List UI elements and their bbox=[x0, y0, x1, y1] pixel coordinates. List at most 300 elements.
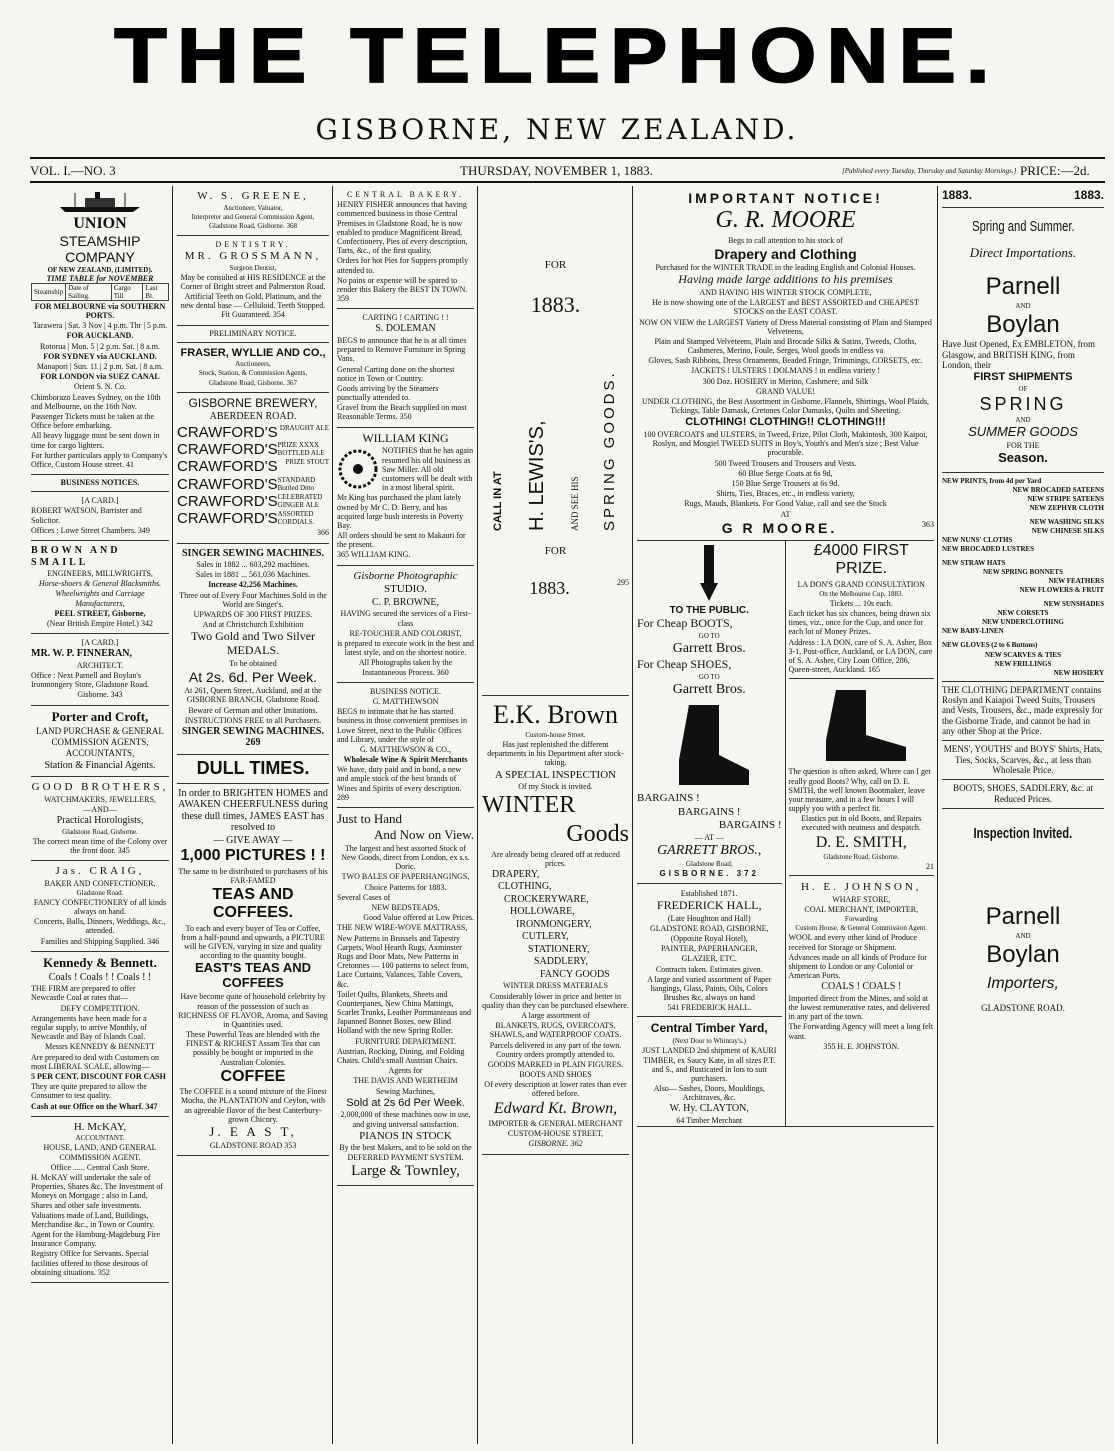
text: ENGINEERS, MILLWRIGHTS, bbox=[47, 569, 153, 579]
masthead-title: THE TELEPHONE. bbox=[114, 14, 1000, 98]
text: A SPECIAL INSPECTION bbox=[494, 768, 617, 781]
table-row: Rotorua | Mon. 5 | 2 p.m. Sat. | 8 a.m. bbox=[40, 341, 160, 351]
business-notices-heading: BUSINESS NOTICES. bbox=[31, 475, 169, 492]
text: ABERDEEN ROAD. bbox=[209, 411, 297, 423]
text: Gladstone Road, bbox=[685, 860, 733, 869]
text: Established 1871. bbox=[680, 888, 738, 898]
text: Also— Sashes, Doors, Mouldings, Architraves, &c. bbox=[653, 1084, 765, 1103]
text: WINTER bbox=[482, 792, 576, 819]
publication-note: [Published every Tuesday, Thursday and Saturday Mornings.] bbox=[842, 167, 1017, 175]
text: Sewing Machines, bbox=[375, 1086, 436, 1096]
gr-moore-ad bbox=[637, 186, 934, 541]
text: Artificial Teeth on Gold, Platinum, and the new dental base — Celluloid. Teeth Stopped. Fit Guaranteed. 354 bbox=[180, 292, 326, 320]
text: COFFEE bbox=[220, 1067, 286, 1085]
list-item: DRAPERY, bbox=[492, 868, 540, 880]
table-row: Tarawera | Sat. 3 Nov | 4 p.m. Thr | 5 p.m. bbox=[32, 321, 168, 331]
text: Importers, bbox=[986, 974, 1059, 992]
text: is prepared to execute work in the best and latest style, and on the shortest notice. bbox=[337, 639, 474, 658]
crawford-row bbox=[177, 510, 329, 527]
text: Wholesale Wine & Spirit Merchants bbox=[343, 755, 468, 765]
text: AT bbox=[780, 509, 791, 519]
text: Office ...... Central Cash Store. bbox=[50, 1162, 150, 1172]
text: J. E A S T, bbox=[209, 1123, 297, 1139]
text: G R MOORE. bbox=[721, 519, 838, 536]
text: 355 H. E. JOHNSTON. bbox=[823, 1041, 900, 1051]
crawford-label: CRAWFORD'S bbox=[177, 510, 278, 528]
text: Valuations made of Land, Buildings, Merchandise &c., in Town or Country. bbox=[31, 1210, 155, 1229]
issue-date: THURSDAY, NOVEMBER 1, 1883. bbox=[460, 163, 653, 178]
text: SPRING GOODS. bbox=[601, 370, 619, 531]
text: Drapery and Clothing bbox=[714, 245, 857, 262]
list-item: IRONMONGERY, bbox=[516, 918, 592, 930]
text: Forwarding bbox=[844, 915, 878, 924]
text: They are quite prepared to allow the Consumer to test quality. bbox=[31, 1082, 147, 1101]
boots-text: BOOTS, SHOES, SADDLERY, &c. at Reduced Prices. bbox=[942, 780, 1104, 809]
text: PIANOS IN STOCK bbox=[359, 1129, 452, 1142]
text: NOW ON VIEW the LARGEST Variety of Dress Material consisting of Plain and Stamped Velveteens, bbox=[639, 317, 932, 336]
text: The COFFEE is a sound mixture of the Finest Mocha, the PLANTATION and Ceylon, with an agreeable flavor of the best Canterbury-grown Chicory. bbox=[179, 1087, 327, 1124]
crawford-row bbox=[177, 424, 329, 441]
text: DRAUGHT ALE bbox=[279, 423, 329, 432]
text: COAL MERCHANT, IMPORTER, bbox=[804, 905, 919, 915]
text: JACKETS ! ULSTERS ! DOLMANS ! in endless variety ! bbox=[690, 366, 881, 376]
text: Parcels delivered in any part of the town. Country orders promptly attended to. bbox=[489, 1040, 622, 1059]
column-1 bbox=[28, 186, 172, 1444]
text: BEGS to announce that he is at all times prepared to Remove Furniture in Spring Vans. bbox=[337, 335, 467, 364]
text: GRAND VALUE! bbox=[755, 386, 816, 396]
text: CELEBRATED GINGER ALE bbox=[277, 492, 323, 509]
text: The same to be distributed to purchasers of his FAR-FAMED bbox=[178, 866, 328, 885]
text: Garrett Bros. bbox=[672, 641, 746, 657]
text: Just to Hand bbox=[337, 811, 402, 827]
particulars-note: For further particulars apply to Company's Office, Custom House street. 41 bbox=[31, 450, 168, 469]
text: S. DOLEMAN bbox=[375, 323, 436, 335]
list-item: FANCY GOODS bbox=[540, 968, 610, 980]
clothing-department-text: THE CLOTHING DEPARTMENT contains Roslyn and Kaiapoi Tweed Suits, Trousers and Vests, Trousers, &c., made expressly for the Gisborne Trade, and cannot be had in any other Shop at the Price. bbox=[942, 681, 1104, 742]
watson-ad bbox=[31, 492, 169, 541]
list-item: NEW CORSETS bbox=[997, 609, 1049, 618]
steamship-icon bbox=[55, 191, 145, 213]
th-cargo: Cargo Till bbox=[111, 283, 143, 300]
text: 366 bbox=[317, 528, 329, 538]
text: GO TO bbox=[698, 673, 720, 682]
right-subcolumn bbox=[786, 541, 935, 1126]
central-timber-ad bbox=[637, 1016, 782, 1125]
text: GISBORNE. 362 bbox=[528, 1139, 583, 1149]
text: 1883. bbox=[1073, 188, 1104, 202]
text: NOTIFIES that he has again resumed his old business as Saw Miller. All old customers will be dealt with in a most liberal spirit. bbox=[382, 446, 474, 493]
text: Each ticket has six chances, being drawn six times, viz., once for the Cup, and once for each lot of Money Prizes. bbox=[788, 609, 931, 637]
list-item: CROCKERYWARE, bbox=[504, 893, 589, 905]
text: Gladstone Road, Gisborne. 367 bbox=[208, 378, 298, 387]
text: WILLIAM KING bbox=[362, 430, 449, 445]
text: E.K. Brown bbox=[493, 700, 618, 729]
text: Advances made on all kinds of Produce for shipment to London or any Colonial or American Ports. bbox=[788, 952, 927, 981]
text: G. MATTHEWSON bbox=[372, 696, 439, 706]
de-smith-ad bbox=[789, 678, 935, 871]
list-item: NEW BABY-LINEN bbox=[942, 627, 1004, 636]
route-melbourne: FOR MELBOURNE via SOUTHERN PORTS. bbox=[34, 301, 166, 321]
list-item: NEW CHINESE SILKS bbox=[1031, 526, 1104, 535]
pointing-hand-icon bbox=[694, 543, 724, 603]
text: New Patterns in Brussels and Tapestry Carpets, Wool Hearth Rugs, Axminster Rugs and Door Mats, New Patterns in Cretonnes — 100 patterns to select from, Lace Curtains, Valances, Table Covers, &c. bbox=[337, 933, 469, 989]
greene-title: W. S. GREENE, bbox=[197, 190, 309, 202]
text: Begs to call attention to his stock of bbox=[728, 235, 843, 245]
east-tea-ad bbox=[177, 784, 329, 1156]
text: Address : LA DON, care of S. A. Asher, Box 3-1, Post-office, Auckland, or LA DON, care of S. A. Asher, City Loan Office, 286, Queen-street, Auckland. 165 bbox=[788, 637, 933, 675]
mckay-title: H. McKAY, bbox=[73, 1120, 127, 1133]
finneran-name: MR. W. P. FINNERAN, bbox=[31, 648, 133, 660]
text: Auctioneer, Valuator, bbox=[223, 203, 283, 212]
text: GLADSTONE ROAD, GISBORNE, bbox=[649, 923, 769, 933]
text: EAST'S TEAS AND COFFEES bbox=[194, 960, 311, 991]
list-item: NEW BROCADED SATEENS bbox=[1012, 485, 1104, 494]
kennedy-bennett-ad bbox=[31, 952, 169, 1117]
list-item: HOLLOWARE, bbox=[510, 906, 575, 918]
text: Has just replenished the different departments in his Department after stock-taking. bbox=[487, 739, 624, 768]
text: SPRING bbox=[979, 393, 1067, 414]
text: COMMISSION AGENTS, bbox=[51, 736, 149, 747]
crawford-row bbox=[177, 458, 329, 475]
lewis-spring-goods-ad bbox=[482, 186, 629, 696]
text: The Forwarding Agency will meet a long felt want. bbox=[788, 1022, 934, 1041]
text: Elastics put in old Boots, and Repairs executed with neatness and despatch. bbox=[801, 814, 922, 833]
list-item: CUTLERY, bbox=[522, 931, 569, 943]
text: Are prepared to deal with Customers on most LIBERAL SCALE, allowing— bbox=[31, 1052, 159, 1071]
column-6 bbox=[939, 186, 1107, 1444]
text: FURNITURE DEPARTMENT. bbox=[355, 1036, 456, 1046]
text: Sold at 2s 6d Per Week. bbox=[346, 1096, 465, 1109]
fraser-title: FRASER, WYLLIE AND CO., bbox=[180, 346, 326, 359]
list-item: NEW UNDERCLOTHING bbox=[982, 618, 1064, 627]
text: Gladstone Road. bbox=[76, 888, 124, 897]
text: TWO BALES OF PAPERHANGINGS, bbox=[341, 872, 470, 882]
text: 295 bbox=[617, 577, 629, 587]
text: DEFY COMPETITION. bbox=[60, 1003, 140, 1013]
text: Toilet Quilts, Blankets, Sheets and Counterpanes, New China Mattings, Scarlet Trunks, Leather Portmanteaus and Japanned Bonnet Boxes, new Blind Holland with the new Spring Roller. bbox=[337, 989, 471, 1036]
text: BLANKETS, RUGS, OVERCOATS, SHAWLS, and WATERPROOF COATS. bbox=[489, 1021, 622, 1040]
text: A large and varied assortment of Paper hangings, Glass, Paints, Oils, Colors Brushes &c, always on hand bbox=[647, 974, 772, 1003]
text: PRIZE STOUT bbox=[285, 458, 329, 467]
singer-ad bbox=[177, 544, 329, 755]
text: — AT — bbox=[694, 833, 724, 843]
text: RE-TOUCHER AND COLORIST, bbox=[349, 628, 462, 638]
text: IMPORTER & GENERAL MERCHANT bbox=[488, 1119, 623, 1129]
text: 150 Blue Serge Trousers at 6s 9d. bbox=[731, 478, 840, 488]
text: Shirts, Ties, Braces, etc., in endless variety, bbox=[716, 489, 855, 499]
text: GO TO bbox=[698, 632, 720, 641]
text: FIRST SHIPMENTS bbox=[973, 371, 1073, 384]
passenger-note: Passenger Tickets must be taken at the Office before embarking. bbox=[31, 411, 155, 431]
list-item: NEW SUNSHADES bbox=[1043, 600, 1104, 609]
text: Central Timber Yard, bbox=[650, 1021, 768, 1036]
text: BOOTS AND SHOES bbox=[519, 1070, 592, 1080]
list-item: NEW FLOWERS & FRUIT bbox=[1019, 586, 1104, 595]
good-brothers-ad bbox=[31, 777, 169, 861]
route-auckland: FOR AUCKLAND. bbox=[66, 331, 134, 341]
text: Rugs, Mauds, Blankets. For Good Value, call and see the Stock bbox=[684, 499, 887, 509]
text: SUMMER GOODS bbox=[968, 423, 1078, 439]
crawford-row bbox=[177, 493, 329, 510]
text: Gladstone Road, Gisborne. bbox=[62, 827, 138, 836]
text: The correct mean time of the Colony over the front door. 345 bbox=[32, 836, 168, 855]
text: Surgeon Dentist, bbox=[229, 263, 277, 272]
text: Choice Patterns for 1883. bbox=[364, 882, 447, 892]
text: COALS ! COALS ! bbox=[821, 981, 902, 993]
text: (Near British Empire Hotel.) 342 bbox=[47, 618, 153, 628]
text: Gladstone Road, Gisborne. 368 bbox=[208, 221, 298, 230]
text: H. McKAY will undertake the sale of Properties, Shares &c. The Investment of Moneys on Mortgage ; also in Land, Shares and other safe investments. bbox=[31, 1172, 164, 1210]
text: 64 Timber Merchant bbox=[676, 1115, 743, 1125]
crawford-row bbox=[177, 476, 329, 493]
text: A large assortment of bbox=[521, 1010, 590, 1020]
text: DENTISTRY. bbox=[215, 239, 291, 249]
chimborazo-note: Chimborazo Leaves Sydney, on the 10th and Melbourne, on the 16th Nov. bbox=[31, 392, 161, 411]
saw-blade-icon bbox=[337, 448, 379, 490]
crawford-label: CRAWFORD'S bbox=[177, 423, 278, 441]
text: The question is often asked, Where can I get really good Boots? Why, call on D. E. SMITH, the well known Bootmaker, leave your measure, and in a few hours I will supply you with a perfect fit. bbox=[788, 767, 931, 814]
th-steamship: Steamship bbox=[32, 283, 66, 300]
text: £4000 FIRST PRIZE. bbox=[813, 541, 909, 578]
text: LA DON'S GRAND CONSULTATION bbox=[797, 579, 925, 589]
text: All orders should be sent to Makauri for the present. bbox=[337, 531, 466, 550]
text: WINTER DRESS MATERIALS bbox=[503, 981, 608, 991]
list-item: NEW HOSIERY bbox=[1053, 668, 1104, 677]
ek-brown-ad bbox=[482, 696, 629, 1155]
text: BARGAINS ! bbox=[677, 805, 741, 818]
text: ACCOUNTANTS, bbox=[65, 748, 135, 759]
text: GISBORNE. 372 bbox=[659, 869, 759, 879]
text: AND SEE HIS bbox=[569, 476, 580, 531]
text: Cash at our Office on the Wharf. 347 bbox=[31, 1101, 158, 1111]
text: Station & Financial Agents. bbox=[44, 759, 156, 771]
preliminary-notice: PRELIMINARY NOTICE. bbox=[177, 326, 329, 343]
greene-ad bbox=[177, 186, 329, 236]
text: Gravel from the Beach supplied on most Reasonable Terms. 350 bbox=[337, 403, 467, 422]
text: Increase 42,256 Machines. bbox=[208, 580, 298, 590]
card-label: [A CARD.] bbox=[81, 638, 119, 648]
text: To each and every buyer of Tea or Coffee, from a half-pound and upwards, a PICTURE will be GIVEN, varying in size and quality according to the quantity bought. bbox=[181, 923, 325, 961]
list-item: NEW STRIPE SATEENS bbox=[1027, 494, 1104, 503]
text: Arrangements have been made for a regular supply, to arrive Monthly, of Newcastle and Bay of Islands Coal. bbox=[31, 1013, 148, 1042]
text: — GIVE AWAY — bbox=[213, 834, 293, 846]
text: SINGER SEWING MACHINES. 269 bbox=[182, 725, 324, 749]
text: GOODS MARKED in PLAIN FIGURES. bbox=[487, 1059, 624, 1069]
grossmann-title: MR. GROSSMANN, bbox=[184, 249, 322, 262]
craig-ad bbox=[31, 861, 169, 952]
text: FOR bbox=[544, 259, 567, 271]
column-5 bbox=[634, 186, 937, 1444]
text: Spring and Summer. bbox=[971, 217, 1075, 235]
text: H. LEWIS'S, bbox=[526, 420, 549, 531]
text: Direct Importations. bbox=[969, 245, 1077, 261]
text: Three out of Every Four Machines Sold in the World are Singer's. bbox=[179, 590, 327, 609]
split-section bbox=[637, 541, 934, 1127]
text: For Cheap BOOTS, bbox=[637, 616, 733, 631]
masthead-subtitle: GISBORNE, NEW ZEALAND. bbox=[315, 113, 799, 146]
text: Coals ! Coals ! ! Coals ! ! bbox=[48, 971, 152, 983]
text: GLADSTONE ROAD 353 bbox=[209, 1140, 297, 1150]
text: Office : Next Parnell and Boylan's Ironmongery Store, Gladstone Road. bbox=[31, 671, 149, 690]
orient-line: Orient S. N. Co. bbox=[74, 382, 126, 392]
list-item: NEW SCARVES & TIES bbox=[985, 650, 1061, 659]
text: GLAZIER, ETC. bbox=[681, 954, 737, 964]
dentistry-ad bbox=[177, 236, 329, 326]
text: PEEL STREET, Gisborne, bbox=[54, 608, 146, 618]
text: HENRY FISHER announces that having commenced business in those Central Premises in Gladstone Road, he is now enabled to produce Magnificent Bread, Confectionery, Pies of every description, Tarts, &c., of the first quality. bbox=[337, 200, 468, 256]
text: WOOL and every other kind of Produce received for Storage or Shipment. bbox=[788, 933, 918, 952]
text: At 2s. 6d. Per Week. bbox=[188, 669, 318, 686]
text: HAVING secured the services of a First-class bbox=[340, 609, 471, 628]
text: BAKER AND CONFECTIONER, bbox=[44, 878, 156, 888]
text: (Opposite Royal Hotel), bbox=[670, 933, 748, 943]
text: UNDER CLOTHING, the Best Assortment in Gisborne. Flannels, Shirtings, Wool Plaids, Tickings, Table Damask, Cretones Color Damasks, Quilts and Sheeting. bbox=[642, 397, 929, 416]
text: Gloves, Sash Ribbons, Dress Ornaments, Beaded Fringe, Trimmings, CORSETS, etc. bbox=[648, 356, 923, 366]
text: AND bbox=[1015, 301, 1031, 310]
text: 2,000,000 of these machines now in use, and giving universal satisfaction. bbox=[340, 1110, 471, 1129]
text: General Carting done on the shortest notice in Town or Country. bbox=[337, 364, 455, 383]
issue-info-bar bbox=[30, 157, 1105, 183]
la-don-ad bbox=[789, 542, 935, 675]
text: Families and Shipping Supplied. 346 bbox=[40, 936, 160, 946]
text: Mr King has purchased the plant lately owned by Mr C. D. Berry, and has acquired large bush interests in Poverty Bay. bbox=[337, 493, 464, 530]
crawford-label: CRAWFORD'S bbox=[177, 492, 278, 510]
boot-icon bbox=[806, 685, 916, 765]
text: Large & Townley, bbox=[351, 1162, 460, 1179]
list-item: STATIONERY, bbox=[528, 943, 590, 955]
central-bakery-ad bbox=[337, 186, 474, 309]
company-subtitle: OF NEW ZEALAND, (LIMITED). bbox=[47, 265, 153, 274]
text: FREDERICK HALL, bbox=[656, 897, 762, 912]
text: Custom House, & General Commission Agent. bbox=[795, 924, 928, 933]
list-item: NEW FRILLINGS bbox=[994, 659, 1052, 668]
text: Parnell bbox=[985, 272, 1061, 300]
text: W. Hy. CLAYTON, bbox=[669, 1103, 749, 1115]
column-3 bbox=[334, 186, 477, 1444]
dull-times-heading: DULL TIMES. bbox=[177, 755, 329, 784]
porter-title: Porter and Croft, bbox=[51, 708, 149, 724]
list-item: NEW PRINTS, from 4d per Yard bbox=[942, 476, 1042, 485]
crawford-label: CRAWFORD'S bbox=[177, 475, 278, 493]
text: CARTING ! CARTING ! ! bbox=[362, 313, 449, 323]
text: These Powerful Teas are blended with the FINEST & RICHEST Assam Tea that can possibly be bought or imported in the Australian Colonies. bbox=[185, 1030, 321, 1067]
text: ACCOUNTANT. bbox=[75, 1134, 125, 1143]
text: 363 bbox=[922, 519, 934, 529]
text: Agents for bbox=[388, 1066, 423, 1076]
text: STUDIO. bbox=[383, 583, 428, 596]
route-london: FOR LONDON via SUEZ CANAL bbox=[40, 372, 160, 382]
route-sydney: FOR SYDNEY via AUCKLAND. bbox=[43, 351, 157, 361]
text: Several Cases of bbox=[337, 892, 391, 902]
text: AND bbox=[1015, 931, 1031, 940]
text: THE FIRM are prepared to offer Newcastle Coal at rates that— bbox=[31, 984, 136, 1003]
watson-office: Offices : Lowe Street Chambers. 349 bbox=[31, 525, 150, 535]
brown-smaill-ad bbox=[31, 541, 169, 634]
text: 500 Tweed Trousers and Trousers and Vests. bbox=[714, 458, 857, 468]
text: We have, duty paid and in bond, a new and ample stock of the best brands of Wines and Spirits of every description. 289 bbox=[337, 765, 462, 802]
brewery-title: GISBORNE BREWERY, bbox=[188, 395, 318, 410]
text: CENTRAL BAKERY. bbox=[346, 190, 464, 199]
text: 100 OVERCOATS and ULSTERS, in Tweed, Frize, Pilot Cloth, Makintosh, 300 Kaipoi, Roslyn, and Mosgiel TWEED SUITS in Boy's, Youth's and Men's size ; Best Value procurable. bbox=[643, 430, 928, 458]
text: Having made large additions to his premises bbox=[678, 272, 893, 287]
crawford-label: CRAWFORD'S bbox=[177, 458, 278, 476]
text: STANDARD Bottled Ditto bbox=[277, 475, 316, 492]
text: ASSORTED CORDIALS. bbox=[277, 510, 315, 527]
text: Imported direct from the Mines, and sold at the lowest remunerative rates, and delivered in any part of the town. bbox=[788, 993, 930, 1022]
text: Agent for the Hamburg-Magdeburg Fire Insurance Company. bbox=[31, 1230, 161, 1249]
timetable bbox=[31, 283, 169, 301]
text: Goods bbox=[566, 820, 629, 847]
fraser-wyllie-ad bbox=[177, 343, 329, 393]
text: Concerts, Balls, Dinners, Weddings, &c., attended. bbox=[34, 917, 166, 936]
timetable-heading: TIME TABLE for NOVEMBER bbox=[46, 273, 154, 283]
text: 541 FREDERICK HALL. bbox=[667, 1003, 752, 1013]
crawford-row bbox=[177, 441, 329, 458]
text: Two Gold and Two Silver MEDALS. bbox=[190, 629, 316, 658]
text: The largest and best assorted Stock of New Goods, direct from London, ex s.s. Doric. bbox=[341, 843, 470, 872]
text: In order to BRIGHTEN HOMES and AWAKEN CHEERFULNESS during these dull times, JAMES EAST has resolved to bbox=[178, 787, 328, 834]
text: Of every description at lower rates than ever offered before. bbox=[484, 1080, 627, 1099]
text: 1883. bbox=[942, 188, 973, 202]
text: Purchased for the WINTER TRADE in the leading English and Colonial Houses. bbox=[655, 262, 916, 272]
text: BEGS to intimate that he has started business in those convenient premises in Lowe Street, next to the Public Offices and Library, under the style of bbox=[337, 707, 467, 744]
text: Boylan bbox=[986, 310, 1060, 338]
text: Tickets ... 10s each. bbox=[829, 598, 893, 608]
new-goods-list bbox=[942, 472, 1104, 677]
goods-list bbox=[482, 869, 629, 981]
text: FANCY CONFECTIONERY of all kinds always on hand. bbox=[33, 897, 167, 917]
text: Custom-house Street. bbox=[525, 730, 586, 739]
text: G. R. MOORE bbox=[715, 207, 856, 234]
list-item: NEW ZEPHYR CLOTH bbox=[1029, 503, 1104, 512]
text: Gisborne Photographic bbox=[353, 569, 458, 582]
garrett-boots-ad bbox=[637, 543, 782, 879]
text: Sales in 1882 ... 603,292 machines. bbox=[196, 560, 310, 570]
text: GARRETT BROS., bbox=[657, 843, 762, 859]
text: INSTRUCTIONS FREE to all Purchasers. bbox=[184, 715, 322, 725]
carting-ad bbox=[337, 309, 474, 427]
list-item: NEW NUNS' CLOTHS bbox=[942, 536, 1013, 545]
text: UPWARDS OF 300 FIRST PRIZES. bbox=[193, 609, 313, 619]
text: To be obtained bbox=[229, 658, 277, 668]
text: Inspection Invited. bbox=[973, 825, 1073, 843]
text: At 261, Queen Street, Auckland, and at the GISBORNE BRANCH, Gladstone Road. bbox=[184, 686, 322, 705]
lewis-vertical-text bbox=[482, 331, 629, 531]
text: CALL IN AT bbox=[492, 471, 505, 531]
price: PRICE:—2d. bbox=[1020, 163, 1090, 178]
good-title: GOOD BROTHERS, bbox=[31, 781, 169, 794]
text: Messrs KENNEDY & BENNETT bbox=[45, 1042, 155, 1052]
boot-icon bbox=[664, 700, 754, 790]
text: May be consulted at HIS RESIDENCE at the Corner of Bright street and Palmerston Road. bbox=[180, 272, 326, 291]
list-item: NEW SPRING BONNETS bbox=[982, 568, 1063, 577]
table-row: Manapori | Sun. 11 | 2 p.m. Sat. | 8 a.m. bbox=[36, 362, 164, 372]
text: Austrian, Rocking, Dining, and Folding Chairs. Child's small Austrian Chairs. bbox=[337, 1046, 465, 1066]
text: 21 bbox=[926, 862, 934, 872]
text: Orders for hot Pies for Suppers promptly attended to. bbox=[337, 256, 469, 275]
list-item: NEW BROCADED LUSTRES bbox=[942, 545, 1035, 554]
matthewson-ad bbox=[337, 683, 474, 808]
column-2 bbox=[174, 186, 332, 1444]
text: D. E. SMITH, bbox=[815, 833, 907, 851]
text: OF bbox=[1018, 384, 1028, 393]
william-king-ad bbox=[337, 428, 474, 566]
text: LAND PURCHASE & GENERAL bbox=[36, 725, 164, 736]
crawford-label: CRAWFORD'S bbox=[177, 441, 278, 459]
volume-number: VOL. I.—NO. 3 bbox=[30, 163, 116, 178]
text: C. P. BROWNE, bbox=[372, 596, 439, 608]
text: He is now showing one of the LARGEST and BEST ASSORTED and CHEAPEST STOCKS on the EAST COAST. bbox=[652, 298, 919, 317]
